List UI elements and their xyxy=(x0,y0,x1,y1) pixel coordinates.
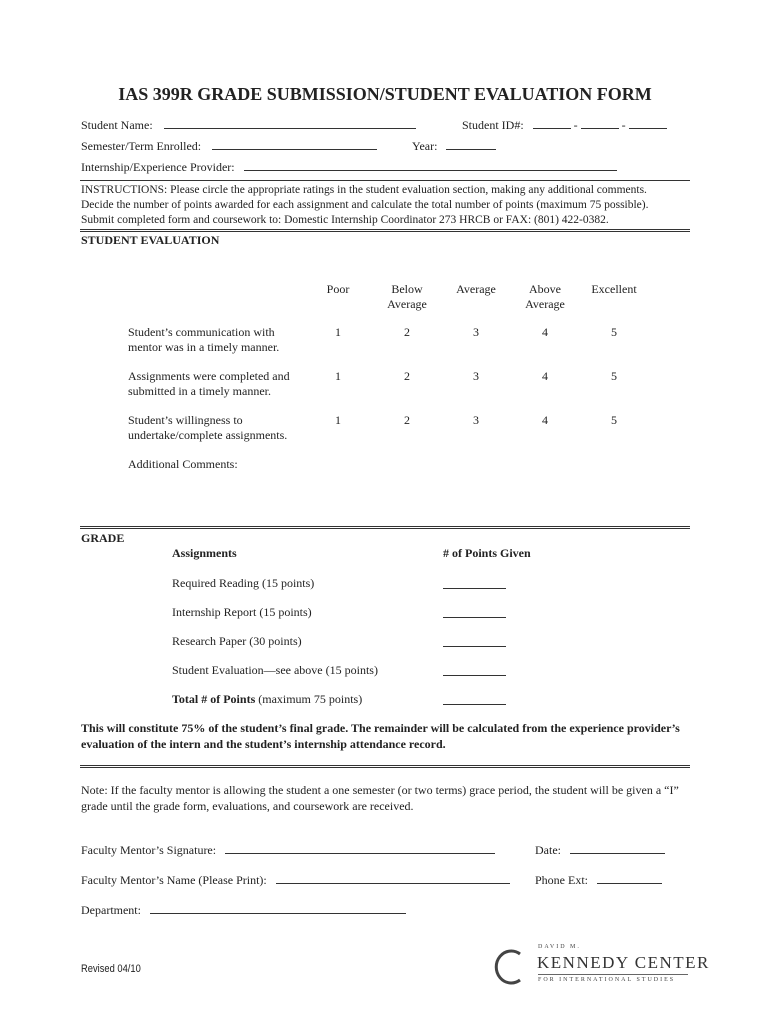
student-id-label: Student ID#: xyxy=(462,118,524,132)
grade-col-points: # of Points Given xyxy=(443,546,531,560)
logo-sub-text: FOR INTERNATIONAL STUDIES xyxy=(538,977,676,983)
rating-3-4[interactable]: 4 xyxy=(542,413,548,427)
scale-excellent xyxy=(584,282,644,297)
grade-item-reading: Required Reading (15 points) xyxy=(172,576,315,590)
criterion-communication: Student’s communication with mentor was in a timely manner. xyxy=(128,325,280,354)
rating-2-2[interactable]: 2 xyxy=(404,369,410,383)
kennedy-center-logo-icon xyxy=(490,946,528,988)
semester-label: Semester/Term Enrolled: xyxy=(81,139,202,153)
scale-below-average-l2: Average xyxy=(387,297,427,311)
signature-label: Faculty Mentor’s Signature: xyxy=(81,843,217,857)
provider-field[interactable] xyxy=(81,159,617,175)
date-label: Date: xyxy=(535,843,561,857)
year-label: Year: xyxy=(412,139,438,153)
phone-line[interactable] xyxy=(597,872,662,884)
points-line-evaluation[interactable] xyxy=(443,664,506,676)
scale-above-average xyxy=(515,282,575,312)
student-name-label: Student Name: xyxy=(81,118,153,132)
rating-2-3[interactable]: 3 xyxy=(473,369,479,383)
phone-label: Phone Ext: xyxy=(535,873,588,887)
form-title: IAS 399R GRADE SUBMISSION/STUDENT EVALUATION FORM xyxy=(118,84,652,104)
student-id-line-2[interactable] xyxy=(581,117,619,129)
semester-line[interactable] xyxy=(212,138,377,150)
mentor-name-field[interactable] xyxy=(81,872,510,888)
date-field[interactable] xyxy=(535,842,665,858)
rating-1-4[interactable]: 4 xyxy=(542,325,548,339)
grade-total-bold: Total # of Points xyxy=(172,692,256,706)
rating-3-1[interactable]: 1 xyxy=(335,413,341,427)
mentor-name-label: Faculty Mentor’s Name (Please Print): xyxy=(81,873,267,887)
scale-poor-l1: Poor xyxy=(326,282,350,296)
student-name-field[interactable] xyxy=(81,117,416,133)
scale-above-average-l1: Above xyxy=(529,282,561,296)
instructions-line-1: INSTRUCTIONS: Please circle the appropriate ratings in the student evaluation section, making any additional comments. xyxy=(81,184,647,196)
department-label: Department: xyxy=(81,903,141,917)
student-name-line[interactable] xyxy=(164,117,416,129)
provider-line[interactable] xyxy=(244,159,617,171)
points-line-research[interactable] xyxy=(443,635,506,647)
grade-heading: GRADE xyxy=(81,531,125,545)
points-line-report[interactable] xyxy=(443,606,506,618)
rating-3-3[interactable]: 3 xyxy=(473,413,479,427)
scale-above-average-l2: Average xyxy=(525,297,565,311)
student-id-field[interactable] xyxy=(462,117,667,133)
provider-label: Internship/Experience Provider: xyxy=(81,160,235,174)
rating-1-3[interactable]: 3 xyxy=(473,325,479,339)
scale-average xyxy=(446,282,506,297)
year-line[interactable] xyxy=(446,138,496,150)
scale-excellent-l1: Excellent xyxy=(591,282,637,296)
footer-top-rule xyxy=(80,765,690,768)
student-id-line-3[interactable] xyxy=(629,117,667,129)
grade-item-research: Research Paper (30 points) xyxy=(172,634,302,648)
rating-1-2[interactable]: 2 xyxy=(404,325,410,339)
rating-2-1[interactable]: 1 xyxy=(335,369,341,383)
signature-field[interactable] xyxy=(81,842,495,858)
footer-note: Note: If the faculty mentor is allowing the student a one semester (or two terms) grace period, the student will be given a “I” grade until the grade form, evaluations, and coursework are received. xyxy=(81,783,679,813)
scale-below-average xyxy=(377,282,437,312)
grade-total xyxy=(172,692,362,707)
grade-item-report: Internship Report (15 points) xyxy=(172,605,312,619)
student-id-line-1[interactable] xyxy=(533,117,571,129)
logo-rule xyxy=(538,974,688,975)
year-field[interactable] xyxy=(412,138,496,154)
logo-main-text: KENNEDY CENTER xyxy=(537,953,710,972)
grade-note: This will constitute 75% of the student’s final grade. The remainder will be calculated from the experience provider’s evaluation of the intern and the student’s internship attendance record. xyxy=(81,721,680,751)
additional-comments-label: Additional Comments: xyxy=(128,457,238,471)
instructions-bottom-rule xyxy=(80,229,690,232)
signature-line[interactable] xyxy=(225,842,495,854)
rating-2-5[interactable]: 5 xyxy=(611,369,617,383)
rating-1-1[interactable]: 1 xyxy=(335,325,341,339)
phone-field[interactable] xyxy=(535,872,662,888)
semester-field[interactable] xyxy=(81,138,377,154)
date-line[interactable] xyxy=(570,842,665,854)
criterion-assignments: Assignments were completed and submitted in a timely manner. xyxy=(128,369,290,398)
scale-average-l1: Average xyxy=(456,282,496,296)
student-id-sep-2: - xyxy=(621,118,626,132)
instructions-line-2: Decide the number of points awarded for each assignment and calculate the total number of points (maximum 75 possible). xyxy=(81,199,649,211)
student-id-sep-1: - xyxy=(573,118,578,132)
scale-poor xyxy=(308,282,368,297)
grade-top-rule xyxy=(80,526,690,529)
rating-1-5[interactable]: 5 xyxy=(611,325,617,339)
grade-col-assignments: Assignments xyxy=(172,546,237,560)
department-field[interactable] xyxy=(81,902,406,918)
revised-date: Revised 04/10 xyxy=(81,963,141,975)
grade-total-rest: (maximum 75 points) xyxy=(255,692,363,706)
points-line-total[interactable] xyxy=(443,693,506,705)
rating-2-4[interactable]: 4 xyxy=(542,369,548,383)
mentor-name-line[interactable] xyxy=(276,872,510,884)
instructions-top-rule xyxy=(80,180,690,181)
rating-3-5[interactable]: 5 xyxy=(611,413,617,427)
additional-comments-area[interactable] xyxy=(128,476,688,522)
grade-item-evaluation: Student Evaluation—see above (15 points) xyxy=(172,663,378,677)
instructions-line-3: Submit completed form and coursework to: Domestic Internship Coordinator 273 HRCB or FAX: (801) 422-0382. xyxy=(81,214,609,226)
department-line[interactable] xyxy=(150,902,406,914)
scale-below-average-l1: Below xyxy=(391,282,423,296)
logo-top-text: DAVID M. xyxy=(538,944,581,950)
evaluation-heading: STUDENT EVALUATION xyxy=(81,233,220,247)
criterion-willingness: Student’s willingness to undertake/complete assignments. xyxy=(128,413,288,442)
points-line-reading[interactable] xyxy=(443,577,506,589)
rating-3-2[interactable]: 2 xyxy=(404,413,410,427)
